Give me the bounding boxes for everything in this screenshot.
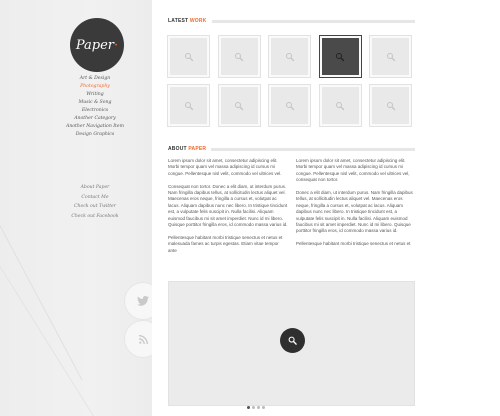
portfolio-thumb[interactable]	[320, 85, 361, 126]
slider-pagination	[247, 406, 265, 409]
magnifier-icon	[386, 101, 396, 111]
nav-item-another-category[interactable]: Another Category	[74, 116, 116, 121]
slider-dot[interactable]	[257, 406, 260, 409]
slider-dot[interactable]	[262, 406, 265, 409]
about-paragraph: Consequat non tortor. Donec a elit diam, ut interdum purus. Nam fringilla dapibus tellus, at sollicitudin lectus aliquet vel. Maecenas eros neque, fringilla a cursus et, volutpat ac lacus. Aliquam dapibus nunc nec libero. In tristique tincidunt est, a vulputate felis suscipit in. Nulla facilisi. Aliquam euismod faucibus mi sit amet imperdiet. Nunc id mi libero. Quisque porttitor fringilla eros, id commodo massa varius id.	[168, 183, 288, 228]
nav-item-art-design[interactable]: Art & Design	[79, 76, 111, 81]
magnifier-icon	[335, 52, 345, 62]
nav-item-electronics[interactable]: Electronics	[81, 108, 109, 113]
latest-work-heading	[168, 18, 415, 24]
portfolio-thumb[interactable]	[168, 85, 209, 126]
about-heading	[168, 146, 415, 152]
magnifier-icon	[288, 336, 297, 345]
portfolio-thumb[interactable]	[269, 85, 310, 126]
magnifier-icon	[285, 52, 295, 62]
twitter-icon	[137, 296, 149, 306]
portfolio-thumb[interactable]	[320, 36, 361, 77]
about-column-left	[168, 158, 288, 260]
sidebar	[0, 0, 152, 416]
portfolio-thumb[interactable]	[370, 85, 411, 126]
heading-text: LATEST	[168, 18, 189, 24]
about-paragraph: Pellentesque habitant morbi tristique senectus et netus et malesuada fames ac turpis egestas. Etiam vitae tempor ante	[168, 234, 283, 253]
portfolio-thumb[interactable]	[370, 36, 411, 77]
primary-nav	[40, 75, 150, 139]
magnifier-icon	[335, 101, 345, 111]
nav-item-writing[interactable]: Writing	[86, 92, 104, 97]
heading-rule	[211, 148, 415, 151]
rss-icon	[139, 335, 148, 344]
magnifier-icon	[386, 52, 396, 62]
slider-zoom-button[interactable]	[280, 328, 305, 353]
nav-item-photography[interactable]: Photography	[80, 84, 110, 89]
site-logo[interactable]: Paper ·	[70, 18, 124, 72]
slider-dot[interactable]	[252, 406, 255, 409]
portfolio-thumb[interactable]	[168, 36, 209, 77]
nav-item-design-graphics[interactable]: Design Graphics	[75, 132, 115, 137]
nav-item-about-paper[interactable]: About Paper	[80, 185, 110, 190]
magnifier-icon	[184, 52, 194, 62]
nav-item-check-out-twitter[interactable]: Check out Twitter	[74, 204, 116, 209]
featured-slider	[168, 281, 415, 406]
portfolio-thumb[interactable]	[219, 36, 260, 77]
portfolio-thumb[interactable]	[269, 36, 310, 77]
about-paragraph: Pellentesque habitant morbi tristique senectus et netus et	[296, 241, 411, 247]
heading-highlight: WORK	[189, 18, 207, 24]
nav-item-contact-me[interactable]: Contact Me	[81, 194, 109, 200]
nav-item-check-out-facebook[interactable]: Check out Facebook	[71, 213, 119, 219]
nav-item-another-navigation-item[interactable]: Another Navigation Item	[66, 124, 124, 129]
about-column-right	[296, 158, 416, 254]
about-paragraph: Donec a elit diam, ut interdum purus. Nam fringilla dapibus tellus, at sollicitudin lectus aliquet vel. Maecenas eros neque, fringilla a cursus et, volutpat ac lacus. Aliquam dapibus nunc nec libero. In tristique tincidunt est, a vulputate felis suscipit in. Nulla facilisi. Aliquam euismod faucibus mi sit amet imperdiet. Nunc id mi libero. Quisque porttitor fringilla eros, id commodo massa varius id.	[296, 190, 413, 234]
heading-rule	[212, 20, 415, 23]
about-paragraph: Lorem ipsum dolor sit amet, consectetur adipiscing elit. Morbi tempor quam vel massa adipiscing id cursus mi congue. Pellentesque nisl velit, commodo vel ultrices vel.	[168, 158, 282, 176]
logo-text: Paper	[75, 37, 114, 53]
slider-dot[interactable]	[247, 406, 250, 409]
heading-highlight: PAPER	[188, 146, 207, 152]
about-paragraph: Lorem ipsum dolor sit amet, consectetur adipiscing elit. Morbi tempor quam vel massa adipiscing id cursus mi congue. Pellentesque nisl velit, commodo vel ultrices vel, consequat non tortor.	[296, 158, 410, 183]
secondary-nav	[40, 183, 150, 221]
magnifier-icon	[285, 101, 295, 111]
nav-item-music-song[interactable]: Music & Song	[78, 100, 112, 105]
decorative-line	[0, 250, 107, 416]
magnifier-icon	[184, 101, 194, 111]
magnifier-icon	[234, 52, 244, 62]
portfolio-thumb[interactable]	[219, 85, 260, 126]
magnifier-icon	[234, 101, 244, 111]
main-content	[152, 0, 500, 416]
heading-text: ABOUT	[168, 146, 187, 152]
